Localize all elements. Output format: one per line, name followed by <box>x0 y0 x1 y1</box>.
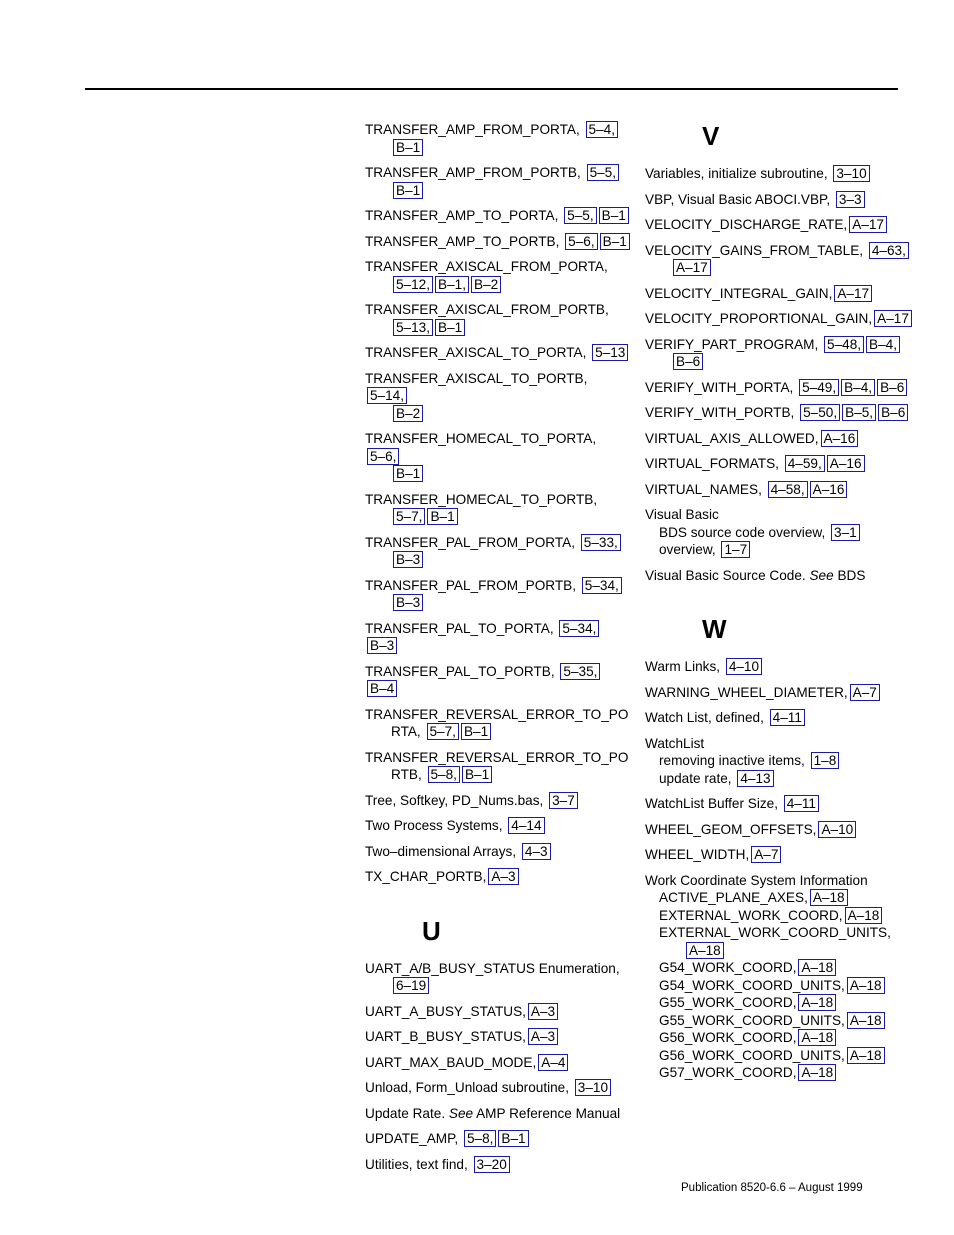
page-ref-link[interactable]: 4–11 <box>784 795 819 812</box>
index-column-right <box>645 121 915 1090</box>
page-ref-link[interactable]: A–16 <box>810 481 848 498</box>
page-ref-link[interactable]: A–18 <box>798 959 836 976</box>
index-entry: Two–dimensional Arrays, 4–3 <box>365 843 630 861</box>
page-ref-link[interactable]: A–18 <box>847 977 885 994</box>
page-ref-link[interactable]: 5–8, <box>428 766 460 783</box>
index-entry: Warm Links, 4–10 <box>645 658 915 676</box>
page-ref-link[interactable]: B–6 <box>878 404 908 421</box>
index-subentry: G55_WORK_COORD_UNITS, A–18 <box>645 1012 915 1030</box>
page-ref-link[interactable]: A–18 <box>798 1029 836 1046</box>
index-entry: TRANSFER_AMP_TO_PORTA, 5–5, B–1 <box>365 207 630 225</box>
index-entry: Tree, Softkey, PD_Nums.bas, 3–7 <box>365 792 630 810</box>
page-ref-link[interactable]: B–1 <box>393 139 423 156</box>
page-ref-link[interactable]: A–16 <box>821 430 859 447</box>
index-entry: WatchList removing inactive items, 1–8 update rate, 4–13 <box>645 735 915 788</box>
index-entry: TRANSFER_HOMECAL_TO_PORTA, 5–6, B–1 <box>365 431 597 481</box>
index-subentry: BDS source code overview, 3–1 <box>645 524 915 542</box>
page-ref-link[interactable]: 4–63, <box>869 242 909 259</box>
page-ref-link[interactable]: 4–59, <box>785 455 825 472</box>
page-ref-link[interactable]: 5–34, <box>559 620 599 637</box>
page-ref-link[interactable]: B–4 <box>367 680 397 697</box>
page-ref-link[interactable]: 5–7, <box>427 723 459 740</box>
page-ref-link[interactable]: A–7 <box>751 846 781 863</box>
page-ref-link[interactable]: B–5, <box>842 404 876 421</box>
page-ref-link[interactable]: 5–5, <box>587 164 619 181</box>
index-entry: VERIFY_WITH_PORTB, 5–50, B–5, B–6 <box>645 404 915 422</box>
header-rule <box>85 88 898 90</box>
index-entry: Visual Basic BDS source code overview, 3–1 overview, 1–7 <box>645 506 915 559</box>
index-entry: VBP, Visual Basic ABOCI.VBP, 3–3 <box>645 191 915 209</box>
index-entry: VELOCITY_PROPORTIONAL_GAIN, A–17 <box>645 310 915 328</box>
page-ref-link[interactable]: A–10 <box>818 821 856 838</box>
page-ref-link[interactable]: 1–7 <box>721 541 750 558</box>
index-entry: TRANSFER_AXISCAL_FROM_PORTB, 5–13, B–1 <box>365 302 609 335</box>
page-ref-link[interactable]: B–1 <box>600 233 630 250</box>
index-subentry: ACTIVE_PLANE_AXES, A–18 <box>645 889 915 907</box>
page-ref-link[interactable]: 5–12, <box>393 276 433 293</box>
page-ref-link[interactable]: B–3 <box>393 594 423 611</box>
index-subentry-cont <box>645 942 915 960</box>
page-ref-link[interactable]: A–3 <box>488 868 518 885</box>
index-subentry: removing inactive items, 1–8 <box>645 752 915 770</box>
index-entry: Variables, initialize subroutine, 3–10 <box>645 165 915 183</box>
page-ref-link[interactable]: A–4 <box>538 1054 568 1071</box>
index-subentry: G54_WORK_COORD, A–18 <box>645 959 915 977</box>
section-letter-u: U <box>422 915 441 946</box>
page-ref-link[interactable]: 3–1 <box>831 524 860 541</box>
index-entry: UART_A_BUSY_STATUS, A–3 <box>365 1003 630 1021</box>
page-ref-link[interactable]: A–17 <box>874 310 912 327</box>
page-ref-link[interactable]: 5–13 <box>592 344 628 361</box>
page-ref-link[interactable]: B–1, <box>435 276 469 293</box>
page-ref-link[interactable]: B–1 <box>498 1130 528 1147</box>
index-entry: TRANSFER_AXISCAL_TO_PORTB, 5–14, B–2 <box>365 370 588 421</box>
index-entry: TRANSFER_AXISCAL_FROM_PORTA, 5–12, B–1, B–2 <box>365 259 608 292</box>
page-ref-link[interactable]: 4–58, <box>768 481 808 498</box>
index-entry: Watch List, defined, 4–11 <box>645 709 915 727</box>
index-column-left <box>365 121 630 1181</box>
page-ref-link[interactable]: A–17 <box>673 259 711 276</box>
page-ref-link[interactable]: B–1 <box>461 723 491 740</box>
page-ref-link[interactable]: 4–13 <box>737 770 773 787</box>
page-ref-link[interactable]: A–18 <box>845 907 883 924</box>
index-subentry: G55_WORK_COORD, A–18 <box>645 994 915 1012</box>
index-subentry: EXTERNAL_WORK_COORD_UNITS, <box>659 925 891 940</box>
page-ref-link[interactable]: B–6 <box>877 379 907 396</box>
index-entry: UPDATE_AMP, 5–8, B–1 <box>365 1130 630 1148</box>
index-entry: Visual Basic Source Code. See BDS <box>645 567 866 583</box>
index-entry: Work Coordinate System Information ACTIVE_PLANE_AXES, A–18 EXTERNAL_WORK_COORD, A–18 EXTERNAL_WORK_COORD_UNITS, A–18 G54_WORK_COORD, A–18 G54_WORK_COORD_UNITS, A–18 G55_WORK_COORD, A–18 G55_WORK_COORD_UNITS, A–18 G56_WORK_COORD, A–18 G56_WORK_COORD_UNITS, A–18 G57_WORK_COORD, A–18 <box>645 872 915 1082</box>
index-subentry: G56_WORK_COORD_UNITS, A–18 <box>645 1047 915 1065</box>
index-entry: VELOCITY_INTEGRAL_GAIN, A–17 <box>645 285 915 303</box>
index-subentry: G56_WORK_COORD, A–18 <box>645 1029 915 1047</box>
page-ref-link[interactable]: 3–20 <box>474 1156 510 1173</box>
page-ref-link[interactable]: 3–7 <box>549 792 578 809</box>
page-ref-link[interactable]: A–3 <box>528 1003 558 1020</box>
index-entry: WatchList Buffer Size, 4–11 <box>645 795 915 813</box>
index-entry: Update Rate. See AMP Reference Manual <box>365 1105 621 1121</box>
page-ref-link[interactable]: B–3 <box>367 637 397 654</box>
page-ref-link[interactable]: A–18 <box>798 994 836 1011</box>
index-entry: TRANSFER_AMP_TO_PORTB, 5–6, B–1 <box>365 233 630 251</box>
page-ref-link[interactable]: B–1 <box>599 207 629 224</box>
page-ref-link[interactable]: 3–3 <box>836 191 865 208</box>
index-entry: UART_A/B_BUSY_STATUS Enumeration, 6–19 <box>365 960 620 993</box>
page-ref-link[interactable]: B–1 <box>435 319 465 336</box>
page-ref-link[interactable]: B–1 <box>427 508 457 525</box>
page-ref-link[interactable]: 5–34, <box>582 577 622 594</box>
index-entry: UART_MAX_BAUD_MODE, A–4 <box>365 1054 630 1072</box>
index-subentry: EXTERNAL_WORK_COORD, A–18 <box>645 907 915 925</box>
page-ref-link[interactable]: 5–5, <box>564 207 596 224</box>
page-ref-link[interactable]: 5–6, <box>565 233 597 250</box>
index-entry: TRANSFER_AMP_FROM_PORTB, 5–5, B–1 <box>365 164 630 199</box>
page-ref-link[interactable]: B–4, <box>866 336 900 353</box>
index-subentry: update rate, 4–13 <box>645 770 915 788</box>
page-ref-link[interactable]: A–16 <box>827 455 865 472</box>
page-ref-link[interactable]: 5–8, <box>464 1130 496 1147</box>
page-ref-link[interactable]: 5–4, <box>586 121 618 138</box>
index-entry: VERIFY_PART_PROGRAM, 5–48, B–4, B–6 <box>645 336 915 371</box>
index-entry: TRANSFER_REVERSAL_ERROR_TO_PO RTB, 5–8, B–1 <box>365 749 629 782</box>
page-ref-link[interactable]: A–18 <box>847 1012 885 1029</box>
index-entry: TX_CHAR_PORTB, A–3 <box>365 868 630 886</box>
page-ref-link[interactable]: 4–14 <box>508 817 544 834</box>
page-ref-link[interactable]: B–1 <box>462 766 492 783</box>
page-ref-link[interactable]: A–18 <box>798 1064 836 1081</box>
page-ref-link[interactable]: B–1 <box>393 182 423 199</box>
page-ref-link[interactable]: 3–10 <box>575 1079 611 1096</box>
page-ref-link[interactable]: B–2 <box>393 405 423 422</box>
index-entry: TRANSFER_HOMECAL_TO_PORTB, 5–7, B–1 <box>365 491 598 524</box>
index-entry: Unload, Form_Unload subroutine, 3–10 <box>365 1079 630 1097</box>
page-ref-link[interactable]: 4–11 <box>770 709 805 726</box>
index-entry: WARNING_WHEEL_DIAMETER, A–7 <box>645 684 915 702</box>
index-entry: Utilities, text find, 3–20 <box>365 1156 630 1174</box>
index-entry: VIRTUAL_FORMATS, 4–59, A–16 <box>645 455 915 473</box>
page-ref-link[interactable]: 5–33, <box>581 534 621 551</box>
index-entry: TRANSFER_AMP_FROM_PORTA, 5–4, B–1 <box>365 121 630 156</box>
section-letter-v: V <box>702 121 720 151</box>
index-subentry: overview, 1–7 <box>645 541 915 559</box>
page-ref-link[interactable]: A–18 <box>810 889 848 906</box>
page-ref-link[interactable]: 3–10 <box>833 165 869 182</box>
page-ref-link[interactable]: A–18 <box>847 1047 885 1064</box>
page-ref-link[interactable]: 6–19 <box>393 977 429 994</box>
index-entry: VERIFY_WITH_PORTA, 5–49, B–4, B–6 <box>645 379 915 397</box>
page-ref-link[interactable]: B–1 <box>393 465 423 482</box>
page-ref-link[interactable]: A–17 <box>834 285 872 302</box>
index-entry: WHEEL_GEOM_OFFSETS, A–10 <box>645 821 915 839</box>
page-ref-link[interactable]: 5–50, <box>800 404 840 421</box>
page-ref-link[interactable]: B–6 <box>673 353 703 370</box>
index-entry: VELOCITY_DISCHARGE_RATE, A–17 <box>645 216 915 234</box>
index-entry: VELOCITY_GAINS_FROM_TABLE, 4–63, A–17 <box>645 242 915 277</box>
index-entry: WHEEL_WIDTH, A–7 <box>645 846 915 864</box>
page-ref-link[interactable]: 5–6, <box>367 448 399 465</box>
page-ref-link[interactable]: A–7 <box>850 684 880 701</box>
page-ref-link[interactable]: 5–7, <box>393 508 425 525</box>
index-entry: TRANSFER_REVERSAL_ERROR_TO_PO RTA, 5–7, B–1 <box>365 706 629 739</box>
publication-footer: Publication 8520-6.6 – August 1999 <box>681 1182 863 1194</box>
index-subentry: G57_WORK_COORD, A–18 <box>645 1064 915 1082</box>
index-entry: TRANSFER_PAL_TO_PORTA, 5–34,B–3 <box>365 620 630 655</box>
page-ref-link[interactable]: A–18 <box>686 942 724 959</box>
page-ref-link[interactable]: 4–10 <box>726 658 762 675</box>
page-ref-link[interactable]: 4–3 <box>522 843 551 860</box>
index-entry: VIRTUAL_NAMES, 4–58, A–16 <box>645 481 915 499</box>
page-ref-link[interactable]: A–3 <box>528 1028 558 1045</box>
index-entry: TRANSFER_PAL_FROM_PORTA, 5–33, B–3 <box>365 534 630 569</box>
index-entry: TRANSFER_AXISCAL_TO_PORTA, 5–13 <box>365 344 630 362</box>
section-letter-w: W <box>702 614 727 644</box>
page-ref-link[interactable]: 5–49, <box>799 379 839 396</box>
index-entry: TRANSFER_PAL_FROM_PORTB, 5–34, B–3 <box>365 577 630 612</box>
page-ref-link[interactable]: 5–35, <box>560 663 600 680</box>
index-entry: TRANSFER_PAL_TO_PORTB, 5–35,B–4 <box>365 663 630 698</box>
index-entry: Two Process Systems, 4–14 <box>365 817 630 835</box>
page-ref-link[interactable]: 5–48, <box>824 336 864 353</box>
index-subentry: G54_WORK_COORD_UNITS, A–18 <box>645 977 915 995</box>
page-ref-link[interactable]: A–17 <box>849 216 887 233</box>
page-ref-link[interactable]: 5–13, <box>393 319 433 336</box>
index-entry: VIRTUAL_AXIS_ALLOWED, A–16 <box>645 430 915 448</box>
page-ref-link[interactable]: B–3 <box>393 551 423 568</box>
page-ref-link[interactable]: 1–8 <box>811 752 840 769</box>
page-ref-link[interactable]: B–4, <box>841 379 875 396</box>
page-ref-link[interactable]: B–2 <box>471 276 501 293</box>
page-ref-link[interactable]: 5–14, <box>367 387 407 404</box>
index-entry: UART_B_BUSY_STATUS, A–3 <box>365 1028 630 1046</box>
